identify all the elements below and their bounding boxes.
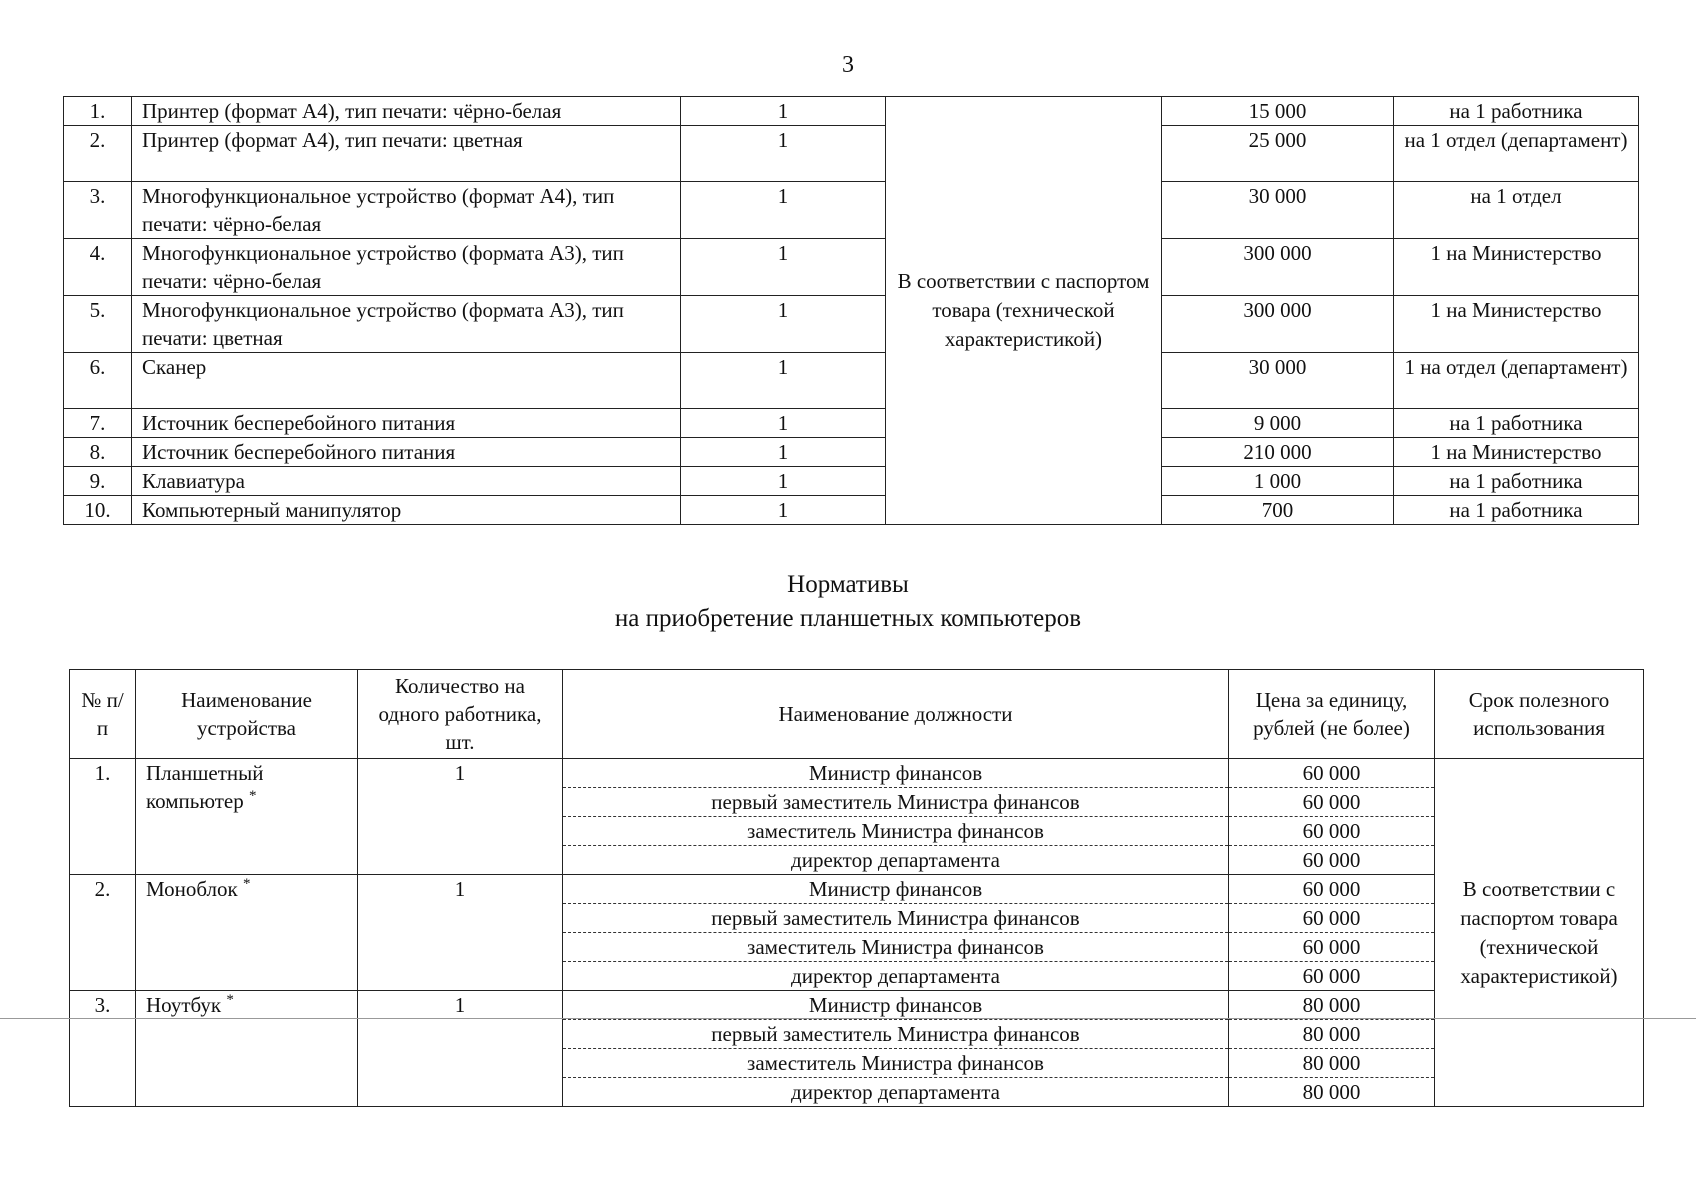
price: 60 000 [1229,817,1435,846]
price: 80 000 [1229,1049,1435,1078]
row-number: 8. [64,438,132,467]
row-number: 6. [64,353,132,409]
price: 700 [1162,496,1394,525]
table-row [64,182,1639,239]
header-position: Наименование должности [563,670,1229,759]
device-name: Компьютерный манипулятор [132,496,681,525]
allocation-unit: на 1 отдел (департамент) [1394,126,1639,182]
position-title: заместитель Министра финансов [563,817,1229,846]
device-name: Моноблок [146,877,238,901]
tablet-norms-table [69,669,1644,1107]
quantity: 1 [681,438,886,467]
price: 300 000 [1162,296,1394,353]
price: 25 000 [1162,126,1394,182]
quantity: 1 [681,296,886,353]
price: 60 000 [1229,875,1435,904]
heading-line-2: на приобретение планшетных компьютеров [614,605,1082,632]
price: 15 000 [1162,97,1394,126]
price: 80 000 [1229,991,1435,1020]
row-number: 2. [70,875,136,991]
device-name: Многофункциональное устройство (формат А4), тип печати: чёрно-белая [132,182,681,239]
position-title: заместитель Министра финансов [563,933,1229,962]
price: 60 000 [1229,788,1435,817]
row-number: 1. [70,759,136,875]
device-name: Принтер (формат А4), тип печати: чёрно-белая [132,97,681,126]
quantity: 1 [681,496,886,525]
position-title: Министр финансов [563,991,1229,1020]
price: 60 000 [1229,933,1435,962]
device-name: Планшетный компьютер [146,761,264,813]
quantity: 1 [681,126,886,182]
device-cell [136,875,358,991]
price: 300 000 [1162,239,1394,296]
header-qty: Количество на одного работника, шт. [358,670,563,759]
row-number: 7. [64,409,132,438]
price: 80 000 [1229,1020,1435,1049]
table-row [70,875,1644,904]
row-number: 4. [64,239,132,296]
quantity: 1 [681,182,886,239]
header-life: Срок полезного использования [1435,670,1644,759]
page-number: 3 [842,52,854,78]
quantity: 1 [681,353,886,409]
price: 80 000 [1229,1078,1435,1107]
heading-line-1: Нормативы [787,571,909,598]
position-title: первый заместитель Министра финансов [563,1020,1229,1049]
device-cell [136,991,358,1107]
section-heading [0,568,1696,636]
device-cell [136,759,358,875]
device-name: Клавиатура [132,467,681,496]
characteristics-note: В соответствии с паспортом товара (технической характеристикой) [886,97,1162,525]
position-title: директор департамента [563,1078,1229,1107]
allocation-unit: на 1 работника [1394,97,1639,126]
table-row [64,97,1639,126]
quantity: 1 [358,875,563,991]
row-number: 2. [64,126,132,182]
table-row [64,353,1639,409]
allocation-unit: на 1 отдел [1394,182,1639,239]
position-title: первый заместитель Министра финансов [563,788,1229,817]
equipment-table [63,96,1639,525]
row-number: 3. [70,991,136,1107]
device-name: Ноутбук [146,993,222,1017]
table-row [64,438,1639,467]
position-title: первый заместитель Министра финансов [563,904,1229,933]
row-number: 3. [64,182,132,239]
row-number: 10. [64,496,132,525]
price: 60 000 [1229,962,1435,991]
position-title: заместитель Министра финансов [563,1049,1229,1078]
price: 60 000 [1229,904,1435,933]
position-title: директор департамента [563,846,1229,875]
table-row [70,991,1644,1020]
table-row [64,296,1639,353]
header-device: Наименование устройства [136,670,358,759]
allocation-unit: на 1 работника [1394,467,1639,496]
price: 30 000 [1162,182,1394,239]
device-name: Сканер [132,353,681,409]
device-name: Многофункциональное устройство (формата А3), тип печати: цветная [132,296,681,353]
quantity: 1 [681,97,886,126]
table-row [64,409,1639,438]
price: 60 000 [1229,846,1435,875]
header-num: № п/п [70,670,136,759]
price: 9 000 [1162,409,1394,438]
row-number: 9. [64,467,132,496]
useful-life-note: В соответствии с паспортом товара (технической характеристикой) [1435,759,1644,1107]
header-price: Цена за единицу, рублей (не более) [1229,670,1435,759]
row-number: 5. [64,296,132,353]
allocation-unit: 1 на отдел (департамент) [1394,353,1639,409]
price: 60 000 [1229,759,1435,788]
footnote-mark: * [226,992,234,1008]
table-row [64,496,1639,525]
table-row [70,759,1644,788]
position-title: Министр финансов [563,875,1229,904]
table-row [64,467,1639,496]
footnote-mark: * [249,788,257,804]
quantity: 1 [681,239,886,296]
allocation-unit: 1 на Министерство [1394,239,1639,296]
table-row [64,239,1639,296]
table-row [64,126,1639,182]
device-name: Источник бесперебойного питания [132,409,681,438]
scan-artifact-line [0,1018,1696,1019]
device-name: Многофункциональное устройство (формата А3), тип печати: чёрно-белая [132,239,681,296]
quantity: 1 [358,991,563,1107]
position-title: директор департамента [563,962,1229,991]
quantity: 1 [681,409,886,438]
row-number: 1. [64,97,132,126]
footnote-mark: * [242,876,251,892]
price: 210 000 [1162,438,1394,467]
device-name: Принтер (формат А4), тип печати: цветная [132,126,681,182]
allocation-unit: на 1 работника [1394,409,1639,438]
quantity: 1 [681,467,886,496]
allocation-unit: 1 на Министерство [1394,296,1639,353]
price: 30 000 [1162,353,1394,409]
device-name: Источник бесперебойного питания [132,438,681,467]
table-header-row [70,670,1644,759]
allocation-unit: на 1 работника [1394,496,1639,525]
price: 1 000 [1162,467,1394,496]
quantity: 1 [358,759,563,875]
allocation-unit: 1 на Министерство [1394,438,1639,467]
position-title: Министр финансов [563,759,1229,788]
